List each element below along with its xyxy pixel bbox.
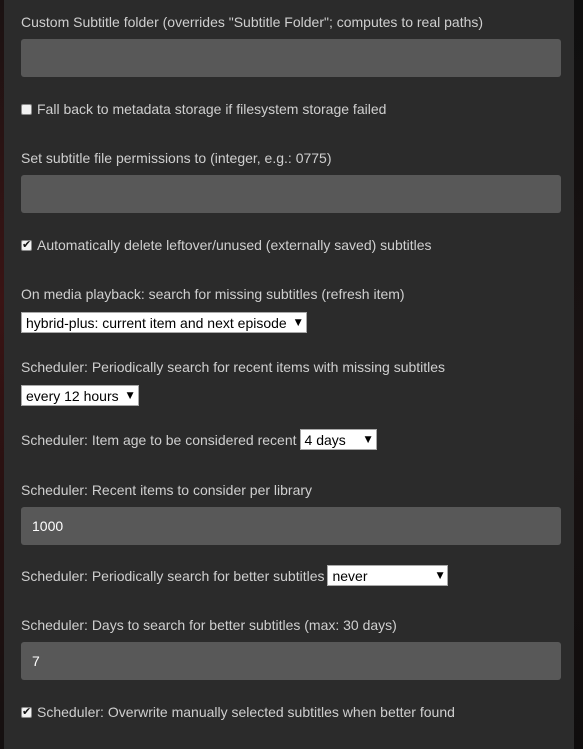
fallback-metadata-setting[interactable] (21, 100, 561, 118)
scheduler-better-search-setting (21, 565, 561, 586)
auto-delete-checkbox[interactable] (21, 240, 32, 251)
media-playback-setting (21, 285, 561, 333)
custom-subtitle-folder-setting (21, 13, 561, 77)
scheduler-better-days-label: Scheduler: Days to search for better subtitles (max: 30 days) (21, 617, 397, 633)
auto-delete-label: Automatically delete leftover/unused (externally saved) subtitles (37, 237, 432, 253)
custom-subtitle-folder-label: Custom Subtitle folder (overrides "Subtitle Folder"; computes to real paths) (21, 14, 484, 30)
caret-down-icon: ▼ (294, 317, 302, 328)
scheduler-overwrite-checkbox[interactable] (21, 707, 32, 718)
scheduler-recent-search-selected: every 12 hours (26, 387, 119, 404)
file-permissions-label: Set subtitle file permissions to (integer, e.g.: 0775) (21, 150, 332, 166)
file-permissions-setting (21, 149, 561, 213)
custom-subtitle-folder-input[interactable] (21, 39, 561, 77)
scheduler-better-days-input[interactable] (21, 642, 561, 680)
fallback-metadata-label: Fall back to metadata storage if filesystem storage failed (37, 101, 387, 117)
scheduler-recent-per-library-input[interactable] (21, 507, 561, 545)
settings-panel (4, 0, 574, 749)
scheduler-overwrite-label: Scheduler: Overwrite manually selected subtitles when better found (37, 704, 455, 720)
scheduler-better-search-selected: never (332, 567, 368, 584)
media-playback-select[interactable] (21, 312, 307, 333)
fallback-metadata-checkbox[interactable] (21, 104, 32, 115)
background-right-edge (574, 0, 583, 749)
scheduler-overwrite-setting[interactable] (21, 703, 561, 721)
caret-down-icon: ▼ (364, 434, 372, 445)
file-permissions-input[interactable] (21, 175, 561, 213)
caret-down-icon: ▼ (436, 570, 444, 581)
scheduler-item-age-select[interactable] (300, 429, 377, 450)
scheduler-recent-search-select[interactable] (21, 385, 139, 406)
media-playback-selected: hybrid-plus: current item and next episode (26, 314, 287, 331)
scheduler-recent-per-library-label: Scheduler: Recent items to consider per library (21, 482, 313, 498)
caret-down-icon: ▼ (126, 390, 134, 401)
auto-delete-setting[interactable] (21, 236, 561, 254)
scheduler-recent-per-library-setting (21, 481, 561, 545)
scheduler-recent-search-setting (21, 358, 561, 406)
scheduler-recent-search-label: Scheduler: Periodically search for recent items with missing subtitles (21, 359, 446, 375)
scheduler-better-search-label: Scheduler: Periodically search for better subtitles (21, 567, 325, 584)
scheduler-better-search-select[interactable] (327, 565, 448, 586)
scheduler-item-age-selected: 4 days (304, 431, 346, 448)
scheduler-item-age-label: Scheduler: Item age to be considered recent (21, 431, 297, 448)
scheduler-item-age-setting (21, 429, 561, 450)
media-playback-label: On media playback: search for missing subtitles (refresh item) (21, 286, 405, 302)
scheduler-better-days-setting (21, 616, 561, 680)
